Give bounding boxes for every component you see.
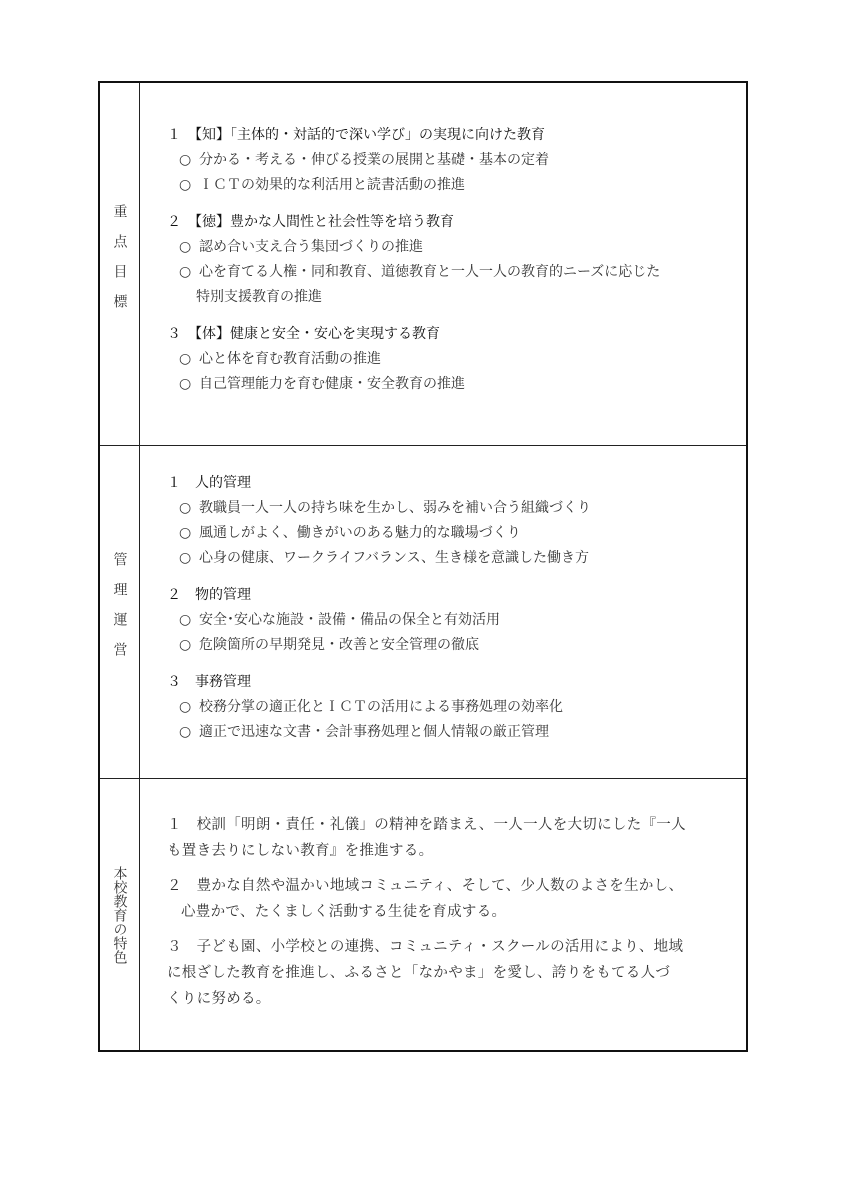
- feature-number: ２: [167, 878, 182, 894]
- list-item: [167, 633, 742, 658]
- feature-paragraph-first-line: [167, 812, 742, 838]
- circle-bullet-icon: ○: [179, 724, 192, 740]
- list-item-continuation: 特別支援教育の推進: [196, 289, 322, 305]
- circle-bullet-icon: ○: [179, 152, 192, 168]
- list-item: [167, 608, 742, 633]
- row-school-features: [100, 779, 746, 1050]
- row-content-cell: [140, 446, 746, 778]
- circle-bullet-icon: ○: [179, 525, 192, 541]
- management-section-clerical: [167, 672, 742, 745]
- section-heading: ２ 物的管理: [167, 587, 251, 603]
- list-item: [167, 260, 742, 285]
- feature-text-continuation: に根ざした教育を推進し、ふるさと「なかやま」を愛し、誇りをもてる人づ: [167, 965, 671, 981]
- feature-text-continuation: も置き去りにしない教育』を推進する。: [167, 843, 434, 859]
- goal-section-virtue: [167, 212, 742, 310]
- circle-bullet-icon: ○: [179, 177, 192, 193]
- feature-text-continuation: くりに努める。: [167, 991, 271, 1007]
- list-item: [167, 521, 742, 546]
- row-content-cell: [140, 779, 746, 1050]
- row-label-priority-goals: 重点目標: [111, 204, 128, 324]
- row-label-cell: [100, 83, 140, 445]
- feature-text: 豊かな自然や温かい地域コミュニティ、そして、少人数のよさを生かし、: [196, 878, 684, 894]
- feature-paragraph-first-line: [167, 873, 742, 899]
- list-item: [167, 720, 742, 745]
- section-heading: ２ 【徳】豊かな人間性と社会性等を培う教育: [167, 214, 454, 230]
- section-heading: ３ 【体】健康と安全・安心を実現する教育: [167, 326, 440, 342]
- section-heading: １ 【知】「主体的・対話的で深い学び」の実現に向けた教育: [167, 127, 545, 143]
- list-item-text: 風通しがよく、働きがいのある魅力的な職場づくり: [199, 525, 521, 541]
- goal-section-body: [167, 324, 742, 397]
- list-item-text: 認め合い支え合う集団づくりの推進: [199, 239, 423, 255]
- list-item-text: 校務分掌の適正化とＩＣＴの活用による事務処理の効率化: [199, 699, 563, 715]
- list-item-text: 心身の健康、ワークライフバランス、生き様を意識した働き方: [199, 550, 590, 566]
- circle-bullet-icon: ○: [179, 612, 192, 628]
- feature-paragraph: [167, 934, 742, 1012]
- list-item-text: 安全･安心な施設・設備・備品の保全と有効活用: [199, 612, 500, 628]
- list-item: [167, 546, 742, 571]
- section-heading: １ 人的管理: [167, 475, 251, 491]
- circle-bullet-icon: ○: [179, 376, 192, 392]
- list-item: [167, 235, 742, 260]
- row-management: [100, 446, 746, 779]
- feature-text: 校訓「明朗・責任・礼儀」の精神を踏まえ、一人一人を大切にした『一人: [196, 817, 686, 833]
- management-section-personnel: [167, 473, 742, 571]
- section-heading: ３ 事務管理: [167, 674, 251, 690]
- row-label-cell: [100, 779, 140, 1050]
- circle-bullet-icon: ○: [179, 351, 192, 367]
- management-section-physical: [167, 585, 742, 658]
- list-item: [167, 173, 742, 198]
- circle-bullet-icon: ○: [179, 239, 192, 255]
- feature-number: ３: [167, 939, 182, 955]
- school-policy-table: [98, 81, 748, 1052]
- feature-text: 子ども園、小学校との連携、コミュニティ・スクールの活用により、地域: [196, 939, 684, 955]
- row-content-cell: [140, 83, 746, 445]
- feature-paragraph: [167, 812, 742, 864]
- feature-paragraph-first-line: [167, 934, 742, 960]
- feature-paragraph: [167, 873, 742, 925]
- list-item-text: 心と体を育む教育活動の推進: [199, 351, 381, 367]
- list-item-text: 教職員一人一人の持ち味を生かし、弱みを補い合う組織づくり: [199, 500, 591, 516]
- list-item-text: 自己管理能力を育む健康・安全教育の推進: [199, 376, 465, 392]
- list-item-text: 心を育てる人権・同和教育、道徳教育と一人一人の教育的ニーズに応じた: [199, 264, 661, 280]
- list-item: [167, 148, 742, 173]
- goal-section-knowledge: [167, 125, 742, 198]
- circle-bullet-icon: ○: [179, 699, 192, 715]
- list-item: [167, 695, 742, 720]
- feature-number: １: [167, 817, 182, 833]
- list-item: [167, 372, 742, 397]
- circle-bullet-icon: ○: [179, 637, 192, 653]
- feature-text-continuation: 心豊かで、たくましく活動する生徒を育成する。: [181, 904, 507, 920]
- list-item: [167, 496, 742, 521]
- circle-bullet-icon: ○: [179, 264, 192, 280]
- circle-bullet-icon: ○: [179, 500, 192, 516]
- list-item: [167, 347, 742, 372]
- row-label-management: 管理運営: [111, 552, 128, 672]
- list-item-text: 危険箇所の早期発見・改善と安全管理の徹底: [199, 637, 479, 653]
- list-item-text: ＩＣＴの効果的な利活用と読書活動の推進: [199, 177, 465, 193]
- circle-bullet-icon: ○: [179, 550, 192, 566]
- row-priority-goals: [100, 83, 746, 446]
- row-label-school-features: 本校教育の特色: [111, 865, 128, 964]
- row-label-cell: [100, 446, 140, 778]
- list-item-text: 適正で迅速な文書・会計事務処理と個人情報の厳正管理: [199, 724, 549, 740]
- list-item-text: 分かる・考える・伸びる授業の展開と基礎・基本の定着: [199, 152, 549, 168]
